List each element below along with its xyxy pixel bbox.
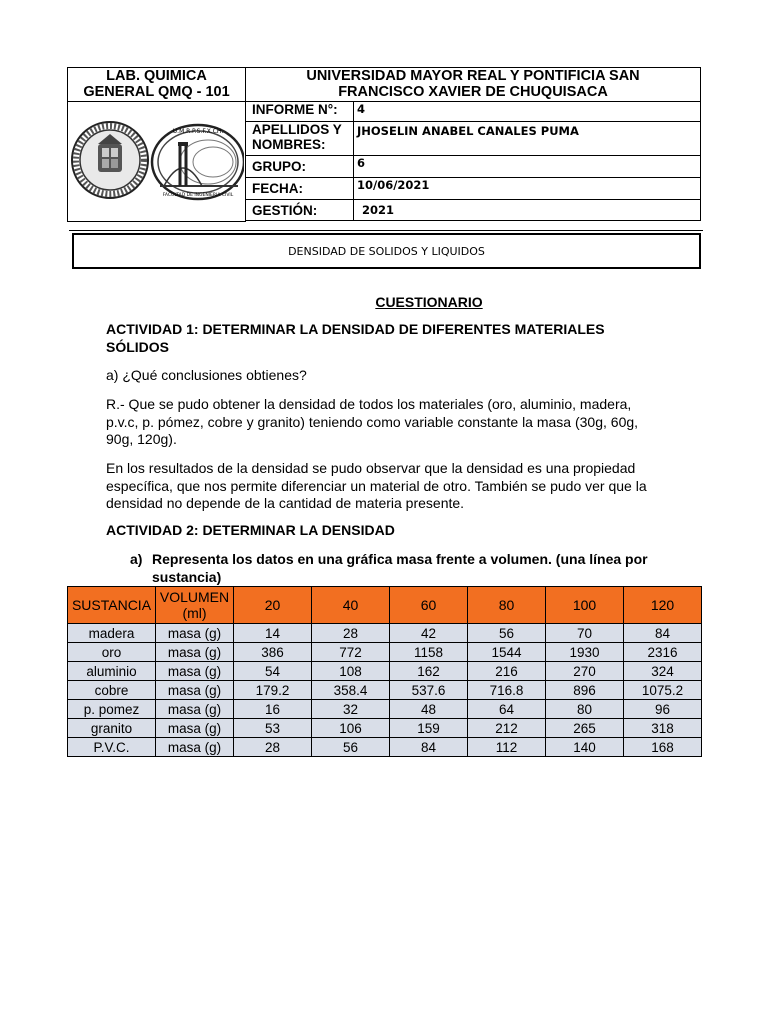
mass-cell: 84 <box>624 624 702 643</box>
informe-value: 4 <box>354 102 701 122</box>
question-a: a) ¿Qué conclusiones obtienes? <box>106 367 307 383</box>
substance-name: P.V.C. <box>68 738 156 757</box>
mass-cell: 42 <box>390 624 468 643</box>
document-title-box <box>72 233 701 269</box>
header-substance: SUSTANCIA <box>68 587 156 624</box>
unit-cell: masa (g) <box>156 624 234 643</box>
mass-cell: 179.2 <box>234 681 312 700</box>
lab-title-line1: LAB. QUIMICA <box>106 68 207 84</box>
mass-cell: 270 <box>546 662 624 681</box>
apellidos-value: JHOSELIN ANABEL CANALES PUMA <box>354 122 701 156</box>
unit-cell: masa (g) <box>156 643 234 662</box>
mass-cell: 64 <box>468 700 546 719</box>
gestion-label: GESTIÓN: <box>246 200 354 221</box>
table-row <box>68 719 702 738</box>
document-title: DENSIDAD DE SOLIDOS Y LIQUIDOS <box>288 244 485 258</box>
logos-cell <box>68 102 246 222</box>
mass-cell: 212 <box>468 719 546 738</box>
header-volume-line2: (ml) <box>182 605 207 621</box>
subquestion-a <box>130 551 670 586</box>
faculty-logo-icon <box>68 102 244 226</box>
header-volume <box>156 587 234 624</box>
mass-cell: 358.4 <box>312 681 390 700</box>
substance-name: p. pomez <box>68 700 156 719</box>
substance-name: madera <box>68 624 156 643</box>
mass-cell: 14 <box>234 624 312 643</box>
title-box-top-rule <box>69 230 703 232</box>
table-header-row <box>68 587 702 624</box>
mass-cell: 96 <box>624 700 702 719</box>
mass-cell: 1930 <box>546 643 624 662</box>
mass-cell: 84 <box>390 738 468 757</box>
mass-cell: 108 <box>312 662 390 681</box>
mass-cell: 324 <box>624 662 702 681</box>
subquestion-a-marker: a) <box>130 551 143 567</box>
mass-cell: 386 <box>234 643 312 662</box>
mass-cell: 70 <box>546 624 624 643</box>
substance-name: oro <box>68 643 156 662</box>
faculty-logo-bottom-text: FACULTAD DE INGENIERIA CIVIL <box>162 193 234 198</box>
unit-cell: masa (g) <box>156 700 234 719</box>
actividad1-title: ACTIVIDAD 1: DETERMINAR LA DENSIDAD DE DIFERENTES MATERIALES SÓLIDOS <box>106 321 605 355</box>
mass-cell: 265 <box>546 719 624 738</box>
table-row <box>68 738 702 757</box>
mass-cell: 16 <box>234 700 312 719</box>
header-volume-value: 100 <box>546 587 624 624</box>
mass-cell: 140 <box>546 738 624 757</box>
mass-cell: 56 <box>312 738 390 757</box>
mass-cell: 28 <box>312 624 390 643</box>
apellidos-label-line2: NOMBRES: <box>252 137 326 152</box>
mass-cell: 56 <box>468 624 546 643</box>
university-line2: FRANCISCO XAVIER DE CHUQUISACA <box>338 84 608 100</box>
table-row <box>68 624 702 643</box>
mass-cell: 112 <box>468 738 546 757</box>
substance-name: aluminio <box>68 662 156 681</box>
mass-cell: 162 <box>390 662 468 681</box>
mass-cell: 2316 <box>624 643 702 662</box>
table-row <box>68 681 702 700</box>
mass-cell: 28 <box>234 738 312 757</box>
header-volume-value: 60 <box>390 587 468 624</box>
gestion-value: 2021 <box>354 200 701 221</box>
lab-title-line2: GENERAL QMQ - 101 <box>83 84 230 100</box>
mass-cell: 106 <box>312 719 390 738</box>
mass-cell: 80 <box>546 700 624 719</box>
informe-label: INFORME N°: <box>246 102 354 122</box>
cuestionario-heading: CUESTIONARIO <box>375 294 483 310</box>
apellidos-label <box>246 122 354 156</box>
mass-cell: 48 <box>390 700 468 719</box>
actividad2-title: ACTIVIDAD 2: DETERMINAR LA DENSIDAD <box>106 522 395 538</box>
mass-cell: 1544 <box>468 643 546 662</box>
mass-cell: 53 <box>234 719 312 738</box>
faculty-logo-top-text: U.M.R.P.S.F.X.CH. <box>172 128 224 135</box>
report-header <box>67 67 701 222</box>
mass-volume-table <box>67 586 702 757</box>
table-row <box>68 662 702 681</box>
mass-cell: 318 <box>624 719 702 738</box>
mass-cell: 159 <box>390 719 468 738</box>
mass-cell: 772 <box>312 643 390 662</box>
unit-cell: masa (g) <box>156 681 234 700</box>
university-title <box>246 68 701 102</box>
apellidos-label-line1: APELLIDOS Y <box>252 122 342 137</box>
unit-cell: masa (g) <box>156 662 234 681</box>
mass-cell: 216 <box>468 662 546 681</box>
mass-cell: 54 <box>234 662 312 681</box>
substance-name: cobre <box>68 681 156 700</box>
header-volume-value: 40 <box>312 587 390 624</box>
mass-cell: 537.6 <box>390 681 468 700</box>
answer-paragraph-1: R.- Que se pudo obtener la densidad de todos los materiales (oro, aluminio, madera, p.v.c, p. pómez, cobre y granito) teniendo como variable constante la masa (30g, 60g, 90g, 120g). <box>106 396 639 447</box>
mass-cell: 168 <box>624 738 702 757</box>
subquestion-a-text: Representa los datos en una gráfica masa frente a volumen. (una línea por sustancia) <box>152 551 648 585</box>
table-row <box>68 700 702 719</box>
mass-cell: 32 <box>312 700 390 719</box>
grupo-label: GRUPO: <box>246 156 354 178</box>
grupo-value: 6 <box>354 156 701 178</box>
header-volume-value: 20 <box>234 587 312 624</box>
lab-title <box>68 68 246 102</box>
answer-paragraph-2: En los resultados de la densidad se pudo observar que la densidad es una propiedad específica, que nos permite diferenciar un material de otro. También se pudo ver que la densidad no depende de la cantidad de materia presente. <box>106 460 647 511</box>
unit-cell: masa (g) <box>156 719 234 738</box>
mass-cell: 1158 <box>390 643 468 662</box>
fecha-label: FECHA: <box>246 178 354 200</box>
header-volume-value: 120 <box>624 587 702 624</box>
header-volume-line1: VOLUMEN <box>159 589 230 605</box>
substance-name: granito <box>68 719 156 738</box>
fecha-value: 10/06/2021 <box>354 178 701 200</box>
header-volume-value: 80 <box>468 587 546 624</box>
mass-cell: 716.8 <box>468 681 546 700</box>
mass-cell: 896 <box>546 681 624 700</box>
mass-cell: 1075.2 <box>624 681 702 700</box>
table-row <box>68 643 702 662</box>
unit-cell: masa (g) <box>156 738 234 757</box>
university-line1: UNIVERSIDAD MAYOR REAL Y PONTIFICIA SAN <box>306 68 640 84</box>
